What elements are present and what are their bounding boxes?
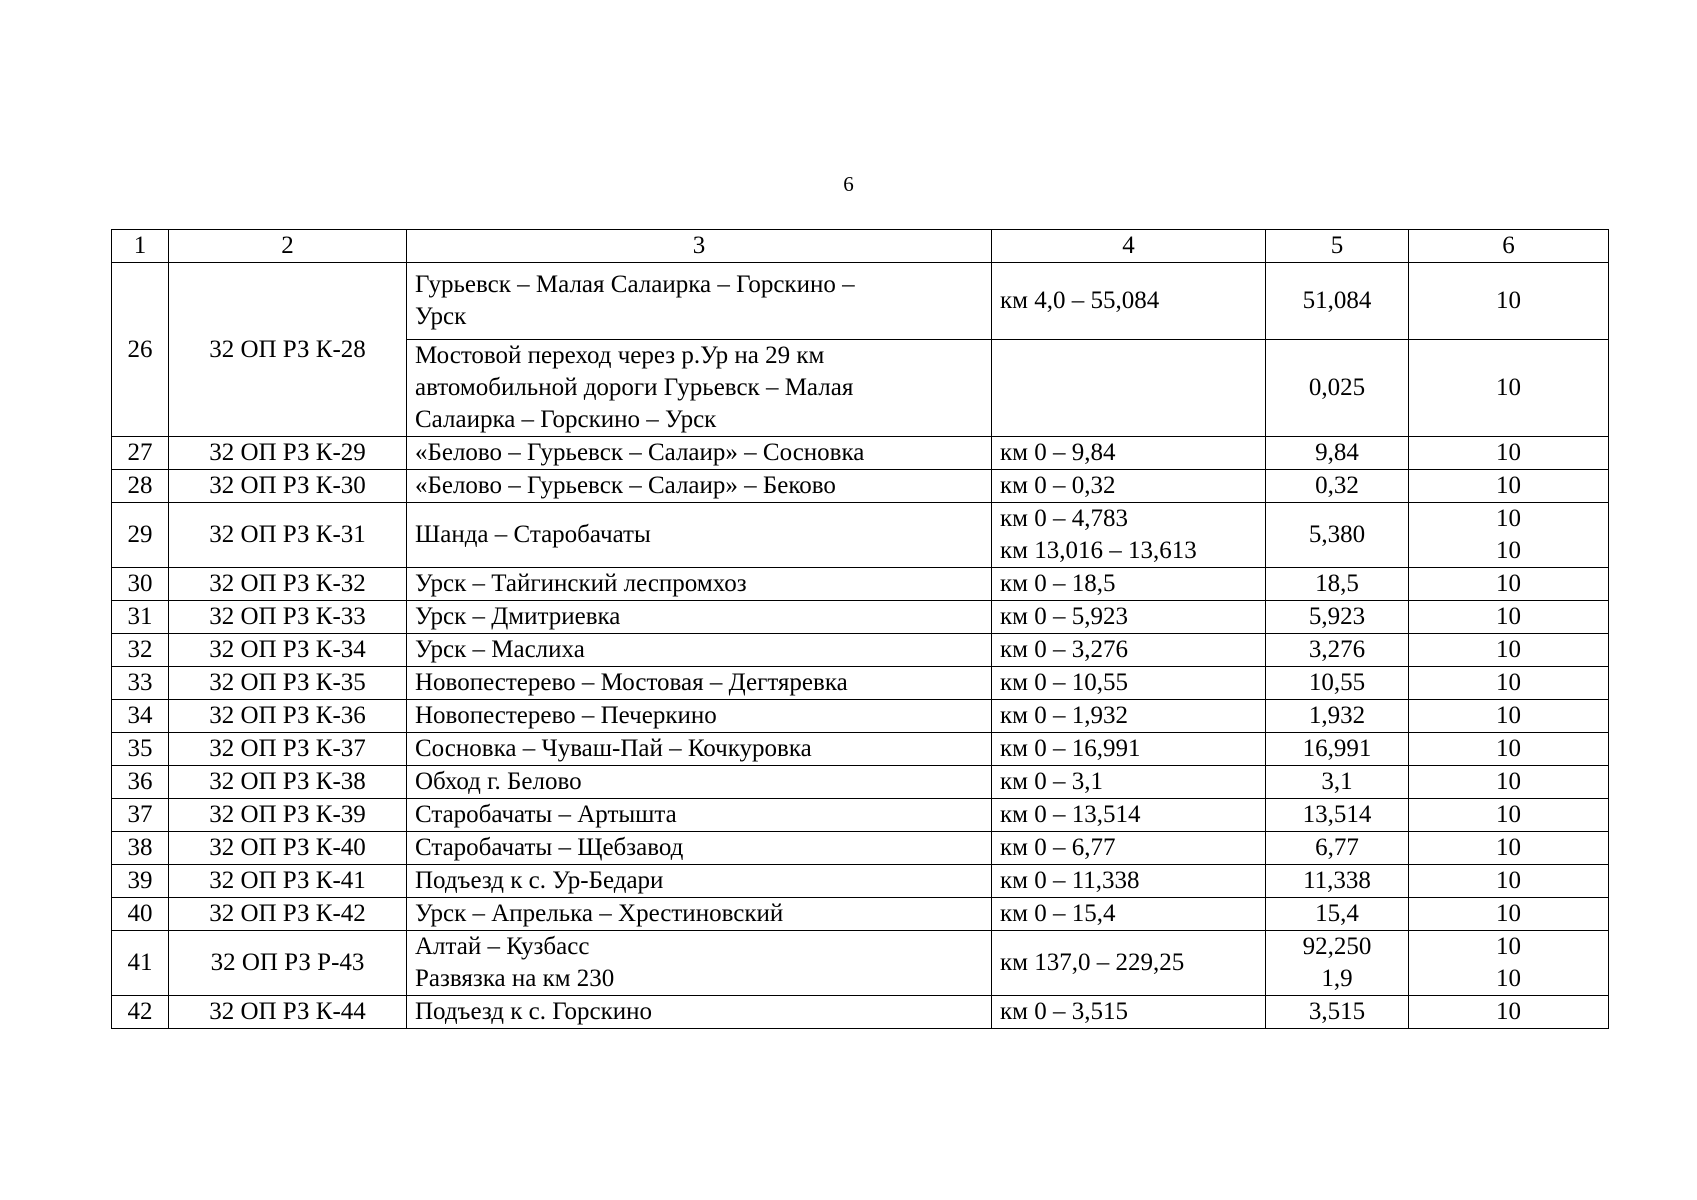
- length-value: 92,250: [1302, 933, 1372, 960]
- road-name-cell: [407, 931, 992, 996]
- road-name-cell: [407, 634, 992, 667]
- row-number-cell: 31: [112, 601, 169, 634]
- road-name-line: Развязка на км 230: [415, 965, 615, 992]
- km-range-line: км 0 – 0,32: [1000, 472, 1116, 499]
- road-table: [111, 229, 1609, 1029]
- length-value: 51,084: [1302, 287, 1372, 314]
- km-range-cell: [992, 437, 1266, 470]
- category-cell: [1409, 601, 1609, 634]
- road-code-cell: 32 ОП РЗ К-32: [169, 568, 407, 601]
- length-value: 3,515: [1308, 998, 1366, 1025]
- road-name-line: Сосновка – Чуваш-Пай – Кочкуровка: [415, 735, 812, 762]
- category-cell: [1409, 898, 1609, 931]
- road-code-cell: 32 ОП РЗ К-29: [169, 437, 407, 470]
- table-row: [112, 437, 1609, 470]
- road-code-cell: 32 ОП РЗ К-31: [169, 503, 407, 568]
- length-value: 5,923: [1308, 603, 1366, 630]
- table-row: [112, 634, 1609, 667]
- length-cell: [1266, 667, 1409, 700]
- category-value: 10: [1496, 900, 1521, 927]
- category-cell: [1409, 263, 1609, 340]
- table-row: [112, 996, 1609, 1029]
- road-code-cell: 32 ОП РЗ К-39: [169, 799, 407, 832]
- road-name-cell: [407, 470, 992, 503]
- category-value: 10: [1496, 933, 1521, 960]
- road-name-line: «Белово – Гурьевск – Салаир» – Сосновка: [415, 439, 865, 466]
- road-name-line: «Белово – Гурьевск – Салаир» – Беково: [415, 472, 836, 499]
- length-value: 1,932: [1308, 702, 1366, 729]
- table-body: [112, 263, 1609, 1029]
- category-cell: [1409, 865, 1609, 898]
- km-range-line: км 0 – 1,932: [1000, 702, 1128, 729]
- km-range-cell: [992, 634, 1266, 667]
- km-range-line: км 0 – 3,276: [1000, 636, 1128, 663]
- category-value: 10: [1496, 768, 1521, 795]
- length-cell: [1266, 437, 1409, 470]
- table-row: [112, 470, 1609, 503]
- row-number-cell: 29: [112, 503, 169, 568]
- length-cell: [1266, 799, 1409, 832]
- km-range-cell: [992, 340, 1266, 437]
- column-header: 3: [407, 230, 992, 263]
- table-row: [112, 700, 1609, 733]
- length-cell: [1266, 931, 1409, 996]
- category-value: 10: [1496, 669, 1521, 696]
- road-name-line: Урск – Маслиха: [415, 636, 585, 663]
- category-cell: [1409, 634, 1609, 667]
- km-range-cell: [992, 766, 1266, 799]
- category-cell: [1409, 733, 1609, 766]
- category-value: 10: [1496, 965, 1521, 992]
- category-value: 10: [1496, 834, 1521, 861]
- km-range-line: км 137,0 – 229,25: [1000, 949, 1185, 976]
- road-code-cell: 32 ОП РЗ Р-43: [169, 931, 407, 996]
- row-number-cell: 41: [112, 931, 169, 996]
- road-name-line: Обход г. Белово: [415, 768, 582, 795]
- road-name-cell: [407, 667, 992, 700]
- road-name-cell: [407, 799, 992, 832]
- category-value: 10: [1496, 374, 1521, 401]
- road-name-line: Подъезд к с. Ур-Бедари: [415, 867, 664, 894]
- length-value: 3,1: [1321, 768, 1353, 795]
- road-name-line: Новопестерево – Печеркино: [415, 702, 717, 729]
- km-range-line: км 0 – 15,4: [1000, 900, 1116, 927]
- km-range-line: км 0 – 3,515: [1000, 998, 1128, 1025]
- road-name-cell: [407, 437, 992, 470]
- road-name-line: Старобачаты – Артышта: [415, 801, 677, 828]
- category-cell: [1409, 700, 1609, 733]
- road-code-cell: 32 ОП РЗ К-35: [169, 667, 407, 700]
- table-header-row: [112, 230, 1609, 263]
- table-row: [112, 898, 1609, 931]
- road-name-cell: [407, 865, 992, 898]
- row-number-cell: 26: [112, 263, 169, 437]
- length-value: 1,9: [1321, 965, 1353, 992]
- row-number-cell: 27: [112, 437, 169, 470]
- row-number-cell: 40: [112, 898, 169, 931]
- row-number-cell: 28: [112, 470, 169, 503]
- road-code-cell: 32 ОП РЗ К-30: [169, 470, 407, 503]
- column-header: 5: [1266, 230, 1409, 263]
- length-value: 3,276: [1308, 636, 1366, 663]
- row-number-cell: 39: [112, 865, 169, 898]
- length-cell: [1266, 832, 1409, 865]
- road-name-line: Старобачаты – Щебзавод: [415, 834, 684, 861]
- km-range-line: км 0 – 11,338: [1000, 867, 1140, 894]
- category-value: 10: [1496, 867, 1521, 894]
- road-name-cell: [407, 898, 992, 931]
- length-value: 9,84: [1315, 439, 1359, 466]
- road-code-cell: 32 ОП РЗ К-40: [169, 832, 407, 865]
- km-range-cell: [992, 601, 1266, 634]
- category-cell: [1409, 503, 1609, 568]
- road-name-line: Новопестерево – Мостовая – Дегтяревка: [415, 669, 848, 696]
- row-number-cell: 35: [112, 733, 169, 766]
- table-row: [112, 503, 1609, 568]
- km-range-line: км 0 – 3,1: [1000, 768, 1103, 795]
- row-number-cell: 36: [112, 766, 169, 799]
- road-name-cell: [407, 340, 992, 437]
- km-range-line: км 0 – 10,55: [1000, 669, 1128, 696]
- length-cell: [1266, 340, 1409, 437]
- category-cell: [1409, 568, 1609, 601]
- road-name-line: автомобильной дороги Гурьевск – Малая: [415, 374, 854, 401]
- km-range-cell: [992, 700, 1266, 733]
- road-name-cell: [407, 733, 992, 766]
- road-name-line: Мостовой переход через р.Ур на 29 км: [415, 342, 825, 369]
- category-value: 10: [1496, 735, 1521, 762]
- km-range-line: км 0 – 13,514: [1000, 801, 1141, 828]
- road-code-cell: 32 ОП РЗ К-28: [169, 263, 407, 437]
- table-row: [112, 799, 1609, 832]
- length-value: 18,5: [1315, 570, 1359, 597]
- category-value: 10: [1496, 801, 1521, 828]
- length-cell: [1266, 568, 1409, 601]
- category-value: 10: [1496, 570, 1521, 597]
- length-value: 10,55: [1308, 669, 1366, 696]
- row-number-cell: 33: [112, 667, 169, 700]
- category-value: 10: [1496, 439, 1521, 466]
- length-value: 5,380: [1308, 521, 1366, 548]
- road-code-cell: 32 ОП РЗ К-33: [169, 601, 407, 634]
- road-code-cell: 32 ОП РЗ К-41: [169, 865, 407, 898]
- road-code-cell: 32 ОП РЗ К-34: [169, 634, 407, 667]
- road-name-cell: [407, 503, 992, 568]
- category-value: 10: [1496, 505, 1521, 532]
- km-range-cell: [992, 733, 1266, 766]
- category-cell: [1409, 667, 1609, 700]
- road-code-cell: 32 ОП РЗ К-36: [169, 700, 407, 733]
- category-cell: [1409, 437, 1609, 470]
- table-row: [112, 832, 1609, 865]
- length-cell: [1266, 503, 1409, 568]
- road-code-cell: 32 ОП РЗ К-44: [169, 996, 407, 1029]
- table-row: [112, 601, 1609, 634]
- km-range-line: км 0 – 9,84: [1000, 439, 1116, 466]
- category-cell: [1409, 470, 1609, 503]
- road-code-cell: 32 ОП РЗ К-42: [169, 898, 407, 931]
- category-value: 10: [1496, 287, 1521, 314]
- road-name-cell: [407, 996, 992, 1029]
- road-name-cell: [407, 263, 992, 340]
- km-range-line: км 4,0 – 55,084: [1000, 287, 1160, 314]
- road-name-line: Гурьевск – Малая Салаирка – Горскино –: [415, 271, 855, 298]
- road-name-line: Урск: [415, 303, 467, 330]
- category-cell: [1409, 996, 1609, 1029]
- road-name-line: Урск – Апрелька – Хрестиновский: [415, 900, 784, 927]
- road-name-cell: [407, 568, 992, 601]
- length-cell: [1266, 634, 1409, 667]
- row-number-cell: 32: [112, 634, 169, 667]
- category-value: 10: [1496, 537, 1521, 564]
- length-value: 15,4: [1315, 900, 1359, 927]
- column-header: 1: [112, 230, 169, 263]
- length-cell: [1266, 996, 1409, 1029]
- length-value: 0,32: [1315, 472, 1359, 499]
- km-range-cell: [992, 931, 1266, 996]
- km-range-line: км 0 – 5,923: [1000, 603, 1128, 630]
- page-number: 6: [843, 172, 854, 196]
- column-header: 6: [1409, 230, 1609, 263]
- km-range-cell: [992, 865, 1266, 898]
- length-value: 16,991: [1302, 735, 1372, 762]
- table-row: [112, 733, 1609, 766]
- table-row: [112, 865, 1609, 898]
- row-number-cell: 30: [112, 568, 169, 601]
- category-value: 10: [1496, 636, 1521, 663]
- row-number-cell: 38: [112, 832, 169, 865]
- km-range-line: км 0 – 16,991: [1000, 735, 1141, 762]
- road-name-cell: [407, 766, 992, 799]
- road-code-cell: 32 ОП РЗ К-38: [169, 766, 407, 799]
- length-value: 11,338: [1303, 867, 1371, 894]
- km-range-cell: [992, 667, 1266, 700]
- category-value: 10: [1496, 603, 1521, 630]
- row-number-cell: 37: [112, 799, 169, 832]
- category-value: 10: [1496, 998, 1521, 1025]
- km-range-cell: [992, 470, 1266, 503]
- length-cell: [1266, 733, 1409, 766]
- km-range-line: км 0 – 4,783: [1000, 505, 1128, 532]
- length-cell: [1266, 470, 1409, 503]
- km-range-line: км 0 – 18,5: [1000, 570, 1116, 597]
- column-header: 4: [992, 230, 1266, 263]
- road-name-cell: [407, 700, 992, 733]
- table-row: [112, 568, 1609, 601]
- table-row: [112, 667, 1609, 700]
- road-name-line: Урск – Дмитриевка: [415, 603, 621, 630]
- column-header: 2: [169, 230, 407, 263]
- length-cell: [1266, 700, 1409, 733]
- length-value: 13,514: [1302, 801, 1372, 828]
- road-name-line: Шанда – Старобачаты: [415, 521, 651, 548]
- length-cell: [1266, 263, 1409, 340]
- road-name-line: Подъезд к с. Горскино: [415, 998, 653, 1025]
- length-cell: [1266, 898, 1409, 931]
- km-range-line: км 0 – 6,77: [1000, 834, 1116, 861]
- category-value: 10: [1496, 702, 1521, 729]
- category-value: 10: [1496, 472, 1521, 499]
- row-number-cell: 42: [112, 996, 169, 1029]
- road-code-cell: 32 ОП РЗ К-37: [169, 733, 407, 766]
- category-cell: [1409, 832, 1609, 865]
- category-cell: [1409, 931, 1609, 996]
- length-value: 0,025: [1308, 374, 1366, 401]
- length-cell: [1266, 766, 1409, 799]
- road-name-line: Урск – Тайгинский леспромхоз: [415, 570, 747, 597]
- row-number-cell: 34: [112, 700, 169, 733]
- km-range-cell: [992, 263, 1266, 340]
- table-row: [112, 263, 1609, 340]
- length-cell: [1266, 601, 1409, 634]
- km-range-cell: [992, 996, 1266, 1029]
- length-value: 6,77: [1315, 834, 1359, 861]
- road-name-cell: [407, 601, 992, 634]
- km-range-cell: [992, 503, 1266, 568]
- km-range-cell: [992, 832, 1266, 865]
- km-range-cell: [992, 898, 1266, 931]
- category-cell: [1409, 340, 1609, 437]
- road-name-line: Алтай – Кузбасс: [415, 933, 590, 960]
- road-name-cell: [407, 832, 992, 865]
- table-row: [112, 766, 1609, 799]
- category-cell: [1409, 799, 1609, 832]
- category-cell: [1409, 766, 1609, 799]
- km-range-cell: [992, 568, 1266, 601]
- road-name-line: Салаирка – Горскино – Урск: [415, 406, 717, 433]
- length-cell: [1266, 865, 1409, 898]
- table-row: [112, 931, 1609, 996]
- km-range-line: км 13,016 – 13,613: [1000, 537, 1197, 564]
- km-range-cell: [992, 799, 1266, 832]
